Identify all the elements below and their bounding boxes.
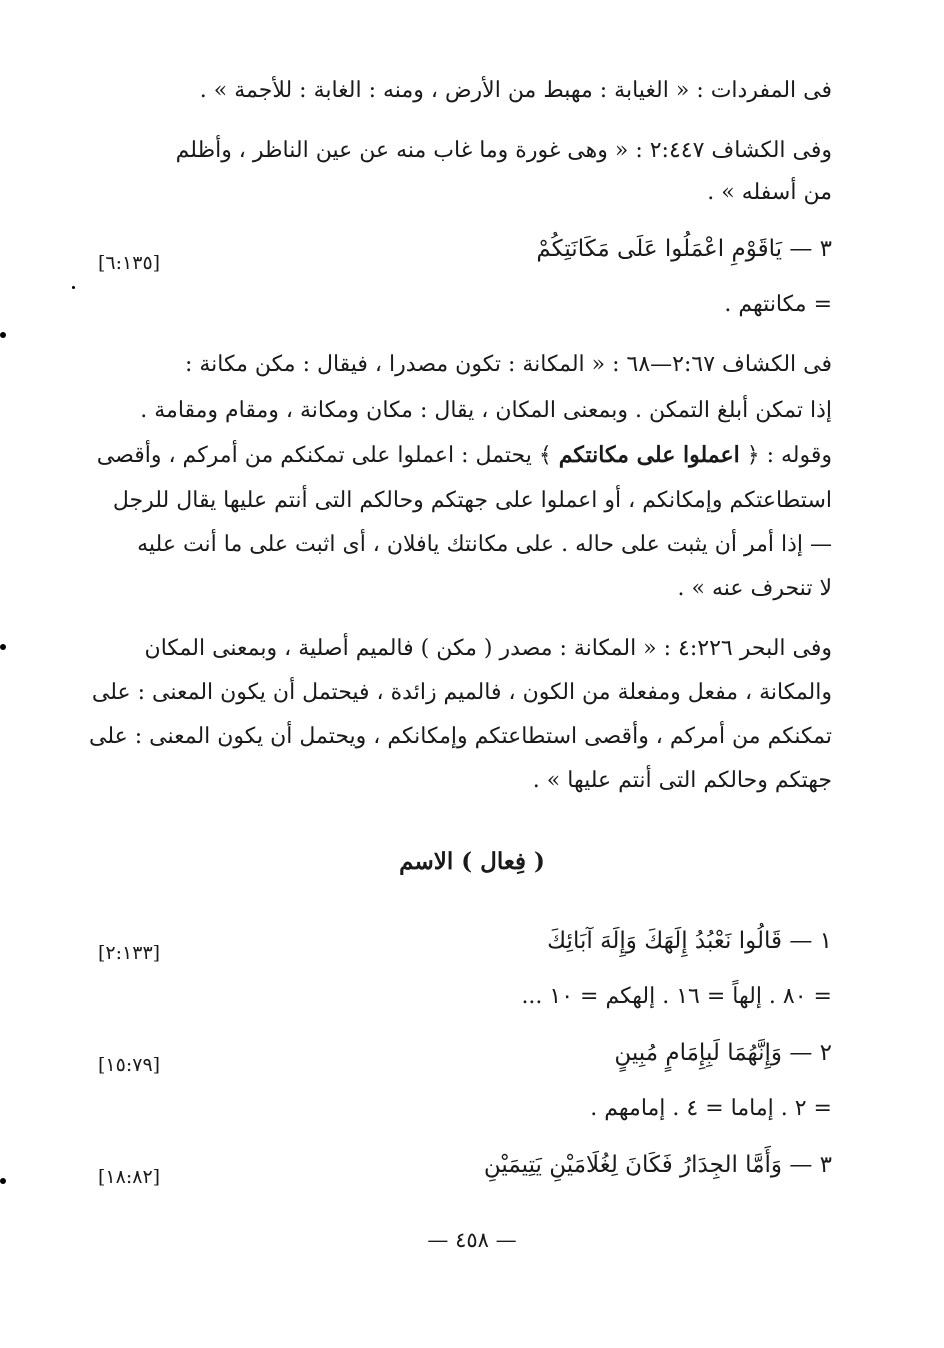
kashshaf-paragraph-line-4: استطاعتكم وإمكانكم ، أو اعملوا على جهتكم وحالكم التى أنتم عليها يقال للرجل bbox=[112, 488, 832, 513]
margin-speck bbox=[72, 286, 75, 289]
kashshaf-paragraph-line-3: وقوله : ﴿ اعملوا على مكانتكم ﴾ يحتمل : اعملوا على تمكنكم من أمركم ، وأقصى bbox=[96, 442, 832, 468]
kashshaf-paragraph-line-1: فى الكشاف ٢:٦٧—٦٨ : « المكانة : تكون مصدرا ، فيقال : مكن مكانة : bbox=[184, 352, 832, 377]
ayah-note-1: = ٨٠ . إلهاً = ١٦ . إلهكم = ١٠ ... bbox=[521, 984, 832, 1009]
ayah-entry-2: ٢ — وَإِنَّهُمَا لَبِإِمَامٍ مُبِينٍ bbox=[614, 1040, 832, 1066]
verse-reference-3: [١٨:٨٢] bbox=[98, 1166, 161, 1188]
bahr-paragraph-line-1: وفى البحر ٤:٢٢٦ : « المكانة : مصدر ( مكن ) فالميم أصلية ، وبمعنى المكان bbox=[144, 636, 832, 661]
margin-mark bbox=[0, 644, 6, 650]
verse-reference-2: [١٥:٧٩] bbox=[98, 1054, 161, 1076]
ayah-note-2: = ٢ . إماما = ٤ . إمامهم . bbox=[590, 1096, 832, 1121]
bahr-paragraph-line-2: والمكانة ، مفعل ومفعلة من الكون ، فالميم زائدة ، فيحتمل أن يكون المعنى : على bbox=[91, 680, 832, 705]
ayah-entry-3: ٣ — وَأَمَّا الجِدَارُ فَكَانَ لِغُلَامَيْنِ يَتِيمَيْنِ bbox=[483, 1152, 832, 1178]
page-number: — ٤٥٨ — bbox=[427, 1228, 517, 1252]
kashshaf-paragraph-line-2: إذا تمكن أبلغ التمكن . وبمعنى المكان ، يقال : مكان ومكانة ، ومقام ومقامة . bbox=[140, 398, 832, 423]
bahr-paragraph-line-3: تمكنكم من أمركم ، وأقصى استطاعتكم وإمكانكم ، ويحتمل أن يكون المعنى : على bbox=[89, 724, 832, 749]
kashshaf-quote-line-2: من أسفله » . bbox=[707, 180, 832, 205]
kashshaf-quote-line-1: وفى الكشاف ٢:٤٤٧ : « وهى غورة وما غاب منه عن عين الناظر ، وأظلم bbox=[175, 138, 832, 163]
bahr-paragraph-line-4: جهتكم وحالكم التى أنتم عليها » . bbox=[532, 768, 832, 793]
section-heading: ( فِعال ) الاسم bbox=[399, 848, 545, 875]
verse-reference-1: [٢:١٣٣] bbox=[98, 942, 161, 964]
quranic-phrase: اعملوا على مكانتكم bbox=[558, 442, 740, 468]
kashshaf-paragraph-line-5: — إذا أمر أن يثبت على حاله . على مكانتك يافلان ، أى اثبت على ما أنت عليه bbox=[137, 532, 832, 557]
margin-mark bbox=[0, 1178, 6, 1184]
margin-mark bbox=[0, 332, 6, 338]
kashshaf-paragraph-line-6: لا تنحرف عنه » . bbox=[677, 576, 832, 601]
ayah-note: = مكانتهم . bbox=[724, 292, 832, 317]
mufradat-quote: فى المفردات : « الغيابة : مهبط من الأرض ، ومنه : الغابة : للأجمة » . bbox=[199, 78, 832, 103]
ayah-entry: ٣ — يَاقَوْمِ اعْمَلُوا عَلَى مَكَانَتِكُمْ bbox=[536, 236, 832, 262]
ayah-entry-1: ١ — قَالُوا نَعْبُدُ إِلَهَكَ وَإِلَهَ آبَائِكَ bbox=[547, 928, 832, 954]
verse-reference: [٦:١٣٥] bbox=[98, 252, 161, 274]
